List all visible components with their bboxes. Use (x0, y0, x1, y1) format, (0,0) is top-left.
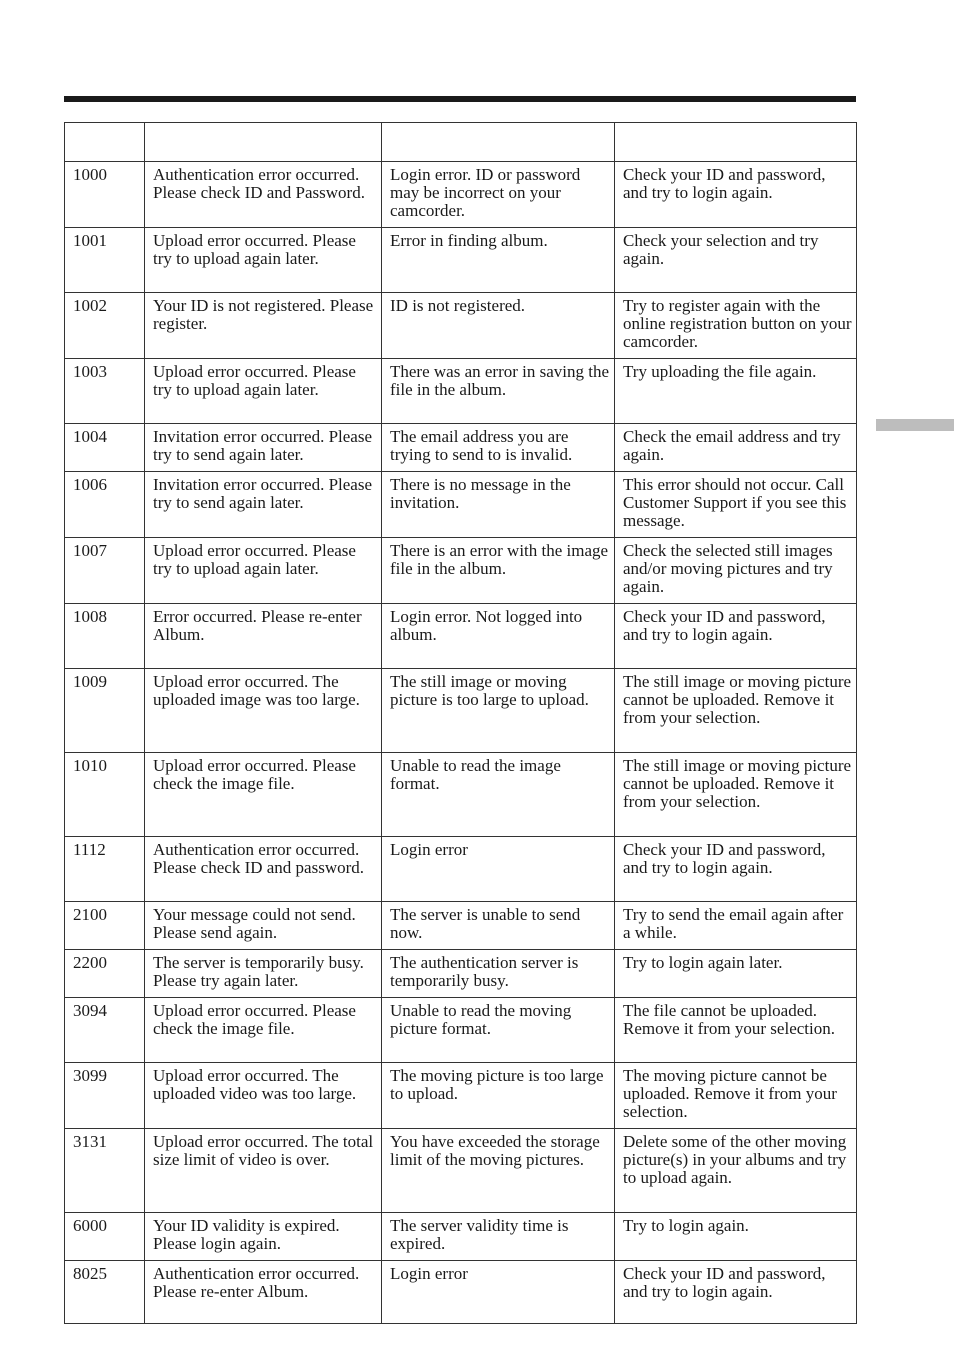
error-message: Upload error occurred. Please try to upload again later. (145, 538, 382, 604)
error-message: Upload error occurred. The uploaded image was too large. (145, 669, 382, 753)
error-cause: Login error (382, 1261, 615, 1324)
table-header-row (65, 123, 857, 162)
header-code (65, 123, 145, 162)
error-cause: Login error. ID or password may be incorrect on your camcorder. (382, 162, 615, 228)
header-message (145, 123, 382, 162)
table-row (65, 293, 857, 359)
table-row (65, 1213, 857, 1261)
error-message: Your message could not send. Please send again. (145, 902, 382, 950)
error-code: 1001 (65, 228, 145, 293)
error-code: 1112 (65, 837, 145, 902)
error-message: Authentication error occurred. Please check ID and Password. (145, 162, 382, 228)
table-row (65, 359, 857, 424)
error-message: Authentication error occurred. Please check ID and password. (145, 837, 382, 902)
error-code: 1008 (65, 604, 145, 669)
error-cause: There is no message in the invitation. (382, 472, 615, 538)
error-solution: Try to send the email again after a while. (615, 902, 857, 950)
error-code: 2100 (65, 902, 145, 950)
header-solution (615, 123, 857, 162)
error-solution: Try uploading the file again. (615, 359, 857, 424)
table-row (65, 998, 857, 1063)
error-message: Invitation error occurred. Please try to send again later. (145, 472, 382, 538)
error-message: Upload error occurred. Please try to upload again later. (145, 228, 382, 293)
error-solution: Try to login again later. (615, 950, 857, 998)
error-message: Upload error occurred. Please check the image file. (145, 753, 382, 837)
error-cause: There was an error in saving the file in the album. (382, 359, 615, 424)
error-solution: Try to register again with the online registration button on your camcorder. (615, 293, 857, 359)
error-message: Your ID is not registered. Please register. (145, 293, 382, 359)
error-code: 1004 (65, 424, 145, 472)
error-solution: Check your selection and try again. (615, 228, 857, 293)
table-row (65, 538, 857, 604)
error-solution: The still image or moving picture cannot be uploaded. Remove it from your selection. (615, 753, 857, 837)
error-cause: You have exceeded the storage limit of the moving pictures. (382, 1129, 615, 1213)
error-solution: Check the email address and try again. (615, 424, 857, 472)
error-code-table (64, 122, 857, 1324)
error-solution: The still image or moving picture cannot be uploaded. Remove it from your selection. (615, 669, 857, 753)
error-message: Upload error occurred. Please try to upload again later. (145, 359, 382, 424)
table-row (65, 837, 857, 902)
table-row (65, 1129, 857, 1213)
error-code: 1002 (65, 293, 145, 359)
error-cause: Error in finding album. (382, 228, 615, 293)
error-message: Authentication error occurred. Please re-enter Album. (145, 1261, 382, 1324)
error-solution: Delete some of the other moving picture(s) in your albums and try to upload again. (615, 1129, 857, 1213)
error-message: Error occurred. Please re-enter Album. (145, 604, 382, 669)
error-message: Your ID validity is expired. Please login again. (145, 1213, 382, 1261)
error-solution: This error should not occur. Call Customer Support if you see this message. (615, 472, 857, 538)
table-row (65, 472, 857, 538)
error-code: 1007 (65, 538, 145, 604)
error-message: Upload error occurred. The total size limit of video is over. (145, 1129, 382, 1213)
error-message: The server is temporarily busy. Please try again later. (145, 950, 382, 998)
table-row (65, 604, 857, 669)
error-code: 3099 (65, 1063, 145, 1129)
error-code: 2200 (65, 950, 145, 998)
error-solution: The file cannot be uploaded. Remove it from your selection. (615, 998, 857, 1063)
error-cause: The moving picture is too large to upload. (382, 1063, 615, 1129)
error-cause: The still image or moving picture is too large to upload. (382, 669, 615, 753)
error-message: Invitation error occurred. Please try to send again later. (145, 424, 382, 472)
error-message: Upload error occurred. Please check the image file. (145, 998, 382, 1063)
error-solution: Check your ID and password, and try to login again. (615, 162, 857, 228)
error-solution: Try to login again. (615, 1213, 857, 1261)
table-row (65, 424, 857, 472)
table-row (65, 1261, 857, 1324)
table-row (65, 228, 857, 293)
error-code: 3094 (65, 998, 145, 1063)
error-cause: The authentication server is temporarily busy. (382, 950, 615, 998)
table-row (65, 162, 857, 228)
error-code: 1010 (65, 753, 145, 837)
error-code: 3131 (65, 1129, 145, 1213)
error-cause: Login error. Not logged into album. (382, 604, 615, 669)
error-cause: Login error (382, 837, 615, 902)
error-code: 6000 (65, 1213, 145, 1261)
error-code: 8025 (65, 1261, 145, 1324)
error-cause: Unable to read the moving picture format. (382, 998, 615, 1063)
error-code: 1009 (65, 669, 145, 753)
error-code: 1003 (65, 359, 145, 424)
error-solution: Check your ID and password, and try to login again. (615, 1261, 857, 1324)
table-row (65, 669, 857, 753)
error-cause: The server validity time is expired. (382, 1213, 615, 1261)
top-rule (64, 96, 856, 102)
table-row (65, 753, 857, 837)
error-solution: Check your ID and password, and try to login again. (615, 837, 857, 902)
error-cause: The server is unable to send now. (382, 902, 615, 950)
header-cause (382, 123, 615, 162)
error-solution: Check your ID and password, and try to login again. (615, 604, 857, 669)
error-solution: The moving picture cannot be uploaded. Remove it from your selection. (615, 1063, 857, 1129)
error-message: Upload error occurred. The uploaded video was too large. (145, 1063, 382, 1129)
error-cause: ID is not registered. (382, 293, 615, 359)
table-row (65, 1063, 857, 1129)
table-row (65, 902, 857, 950)
error-cause: The email address you are trying to send to is invalid. (382, 424, 615, 472)
error-solution: Check the selected still images and/or moving pictures and try again. (615, 538, 857, 604)
section-side-tab (876, 419, 954, 431)
table-row (65, 950, 857, 998)
error-code: 1000 (65, 162, 145, 228)
error-cause: There is an error with the image file in the album. (382, 538, 615, 604)
error-cause: Unable to read the image format. (382, 753, 615, 837)
error-code: 1006 (65, 472, 145, 538)
